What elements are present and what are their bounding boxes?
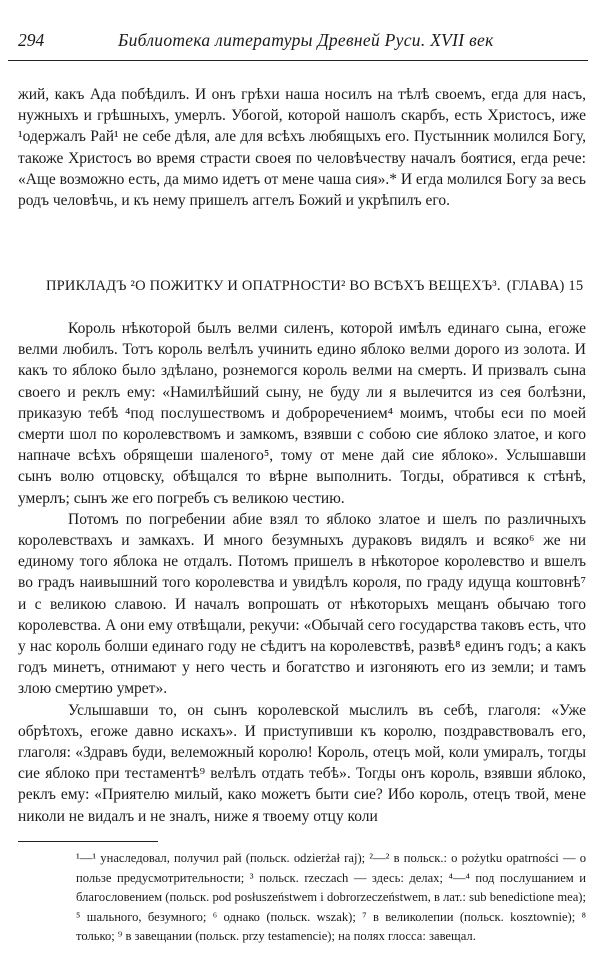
footnote-divider <box>18 841 158 842</box>
chapter-title: ПРИКЛАДЪ ²О ПОЖИТКУ И ОПАТРНОСТИ² ВО ВСѢХЪ ВЕЩЕХЪ³. <box>46 278 501 294</box>
chapter-heading <box>46 277 586 295</box>
paragraph: Услышавши то, он сынъ королевской мыслилъ въ себѣ, глаголя: «Уже обрѣтохъ, егоже давно искахъ». И приступивши къ королю, поздравствовалъ его, глаголя: «Здравъ буди, велеможный королю! Король, отецъ мой, коли умиралъ, тогды сие яблоко при тестаментѣ⁹ велѣлъ отдать тебѣ». Тогды онъ король, взявши яблоко, реклъ ему: «Приятелю милый, како можетъ быти сие? Ибо король, отецъ твой, мене николи не видалъ и не зналъ, ниже я твоему отцу коли <box>18 701 586 825</box>
footnotes <box>76 849 586 947</box>
paragraph: Король нѣкоторой былъ велми силенъ, которой имѣлъ единаго сына, егоже велми любилъ. Тотъ король велѣлъ учинить едино яблоко велми дорого из золота. И какъ то яблоко было здѣлано, рознемогся король велми на смерть. И призвалъ сына своего и реклъ ему: «Намилѣйший сыну, не буду ли я вылечится из сея болѣзни, приказую тебѣ ⁴под послушествомъ и доброречением⁴ моимъ, чтобы еси по моей смерти шол по королевствомъ и замкомъ, взявши с собою сие яблоко златое, и кого напначе всѣхъ обрящеши шаленого⁵, тому от мене дай сие яблоко». Услышавши сынъ волю отцовску, обѣщался то вѣрне выполнить. Тогды, обратився к стѣнѣ, умерлъ; сынъ же его погребъ съ великою честию. <box>18 320 586 507</box>
paragraph: Потомъ по погребении абие взял то яблоко златое и шелъ по различныхъ королевствахъ и замкахъ. И много безумныхъ дураковъ видялъ и всяко⁶ же ни единому того яблока не отдалъ. Потомъ пришелъ в нѣкоторое королевство и вшелъ во градъ наивышний того королевства и увидѣлъ короля, по граду идуща коштовнѣ⁷ и с великою славою. И началъ вопрошать от нѣкоторыхъ мещанъ обычаю того королевства. А они ему отвѣщали, рекучи: «Обычай сего государства таковъ есть, что у нас король болши единаго году не сѣдитъ на королевствѣ, развѣ⁸ единъ годъ; а какъ годъ минетъ, отнимают у него честь и богатство и изгоняють его из земли; и тамъ злою смертию умрет». <box>18 510 586 698</box>
page-number: 294 <box>18 30 45 50</box>
chapter-number: (ГЛАВА) 15 <box>506 278 584 294</box>
previous-chapter-ending <box>18 84 586 211</box>
paragraph: жий, какъ Ада побѣдилъ. И онъ грѣхи наша носилъ на тѣлѣ своемъ, егда для насъ, нужныхъ и грѣшныхъ, умерлъ. Убогой, которой нашолъ скарбъ, есть Христосъ, иже ¹одержалъ Рай¹ не себе дѣля, але для всѣхъ любящыхъ его. Пустынник молился Богу, такоже Христосъ во время страсти своея по человѣчеству началъ боятися, егда рече: «Аще возможно есть, да мимо идетъ от мене чаша сия».* И егда молился Богу за весь родъ человѣчь, и къ нему пришелъ аггелъ Божий и укрѣпилъ его. <box>18 86 586 210</box>
running-header <box>8 30 588 52</box>
header-divider <box>8 60 588 61</box>
chapter-body <box>18 318 586 827</box>
running-title: Библиотека литературы Древней Руси. XVII век <box>118 30 494 50</box>
footnote-text: ¹—¹ унаследовал, получил рай (польск. odzierżał raj); ²—² в польск.: o pożytku opatrności — о пользе предусмотрительности; ³ польск. rzeczach — здесь: делах; ⁴—⁴ под послушанием и благословением (польск. pod posłuszeństwem i dobrorzeczeństwem, в лат.: sub benedictione mea); ⁵ шального, безумного; ⁶ однако (польск. wszak); ⁷ в великолепии (польск. kosztownie); ⁸ только; ⁹ в завещании (польск. przy testamencie); на полях глосса: завещал. <box>76 851 586 944</box>
